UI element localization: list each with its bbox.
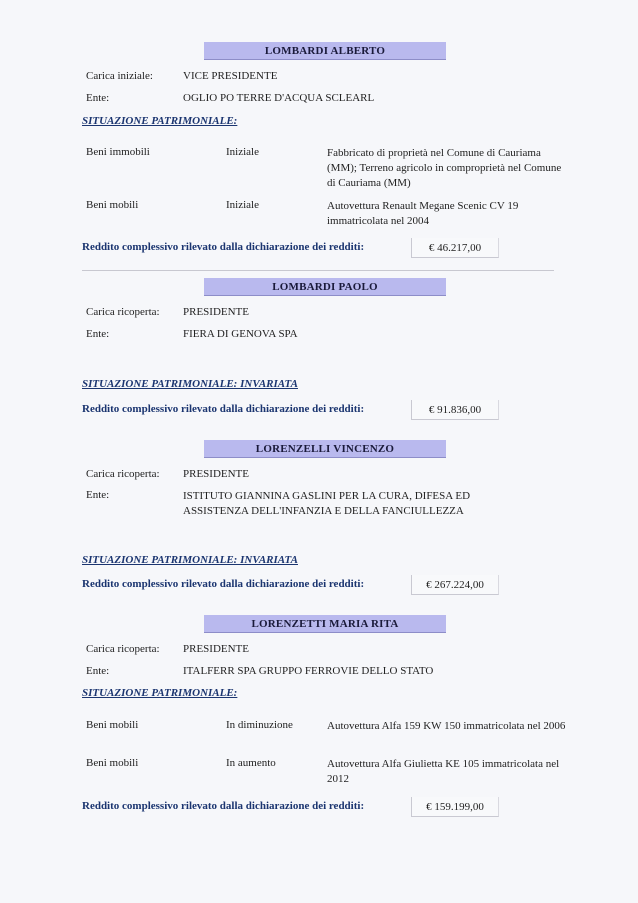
income-amount: € 267.224,00	[411, 575, 499, 595]
role-value: PRESIDENTE	[183, 468, 249, 480]
entity-value: OGLIO PO TERRE D'ACQUA SCLEARL	[183, 92, 375, 104]
asset-type: Beni immobili	[86, 146, 150, 158]
role-value: VICE PRESIDENTE	[183, 70, 278, 82]
situation-heading: SITUAZIONE PATRIMONIALE:	[82, 115, 238, 127]
role-value: PRESIDENTE	[183, 306, 249, 318]
asset-status: Iniziale	[226, 199, 259, 211]
income-label: Reddito complessivo rilevato dalla dichiarazione dei redditi:	[82, 578, 365, 590]
section-divider	[82, 270, 554, 271]
role-label: Carica ricoperta:	[86, 306, 160, 318]
asset-description: Autovettura Alfa 159 KW 150 immatricolata nel 2006	[327, 720, 566, 732]
role-label: Carica ricoperta:	[86, 643, 160, 655]
entity-label: Ente:	[86, 92, 110, 104]
role-label: Carica ricoperta:	[86, 468, 160, 480]
income-label: Reddito complessivo rilevato dalla dichiarazione dei redditi:	[82, 241, 365, 253]
entity-label: Ente:	[86, 665, 110, 677]
income-label: Reddito complessivo rilevato dalla dichiarazione dei redditi:	[82, 403, 365, 415]
asset-status: In diminuzione	[226, 719, 293, 731]
asset-type: Beni mobili	[86, 719, 139, 731]
entity-value: ITALFERR SPA GRUPPO FERROVIE DELLO STATO	[183, 665, 434, 677]
person-name-header: LORENZELLI VINCENZO	[204, 440, 446, 458]
role-value: PRESIDENTE	[183, 643, 249, 655]
situation-heading: SITUAZIONE PATRIMONIALE: INVARIATA	[82, 378, 298, 390]
income-amount: € 159.199,00	[411, 797, 499, 817]
role-label: Carica iniziale:	[86, 70, 153, 82]
situation-heading: SITUAZIONE PATRIMONIALE: INVARIATA	[82, 554, 298, 566]
asset-type: Beni mobili	[86, 199, 139, 211]
income-amount: € 46.217,00	[411, 238, 499, 258]
asset-status: Iniziale	[226, 146, 259, 158]
entity-label: Ente:	[86, 489, 110, 501]
asset-description: Autovettura Alfa Giulietta KE 105 immatricolata nel 2012	[327, 758, 560, 785]
entity-value: ISTITUTO GIANNINA GASLINI PER LA CURA, DIFESA ED ASSISTENZA DELL'INFANZIA E DELLA FANCIULLEZZA	[183, 490, 471, 517]
asset-description: Autovettura Renault Megane Scenic CV 19 immatricolata nel 2004	[327, 200, 519, 227]
asset-description: Fabbricato di proprietà nel Comune di Cauriama (MM); Terreno agricolo in comproprietà nel Comune di Cauriama (MM)	[327, 147, 562, 189]
person-name-header: LORENZETTI MARIA RITA	[204, 615, 446, 633]
income-label: Reddito complessivo rilevato dalla dichiarazione dei redditi:	[82, 800, 365, 812]
person-name-header: LOMBARDI PAOLO	[204, 278, 446, 296]
person-name-header: LOMBARDI ALBERTO	[204, 42, 446, 60]
situation-heading: SITUAZIONE PATRIMONIALE:	[82, 687, 238, 699]
income-amount: € 91.836,00	[411, 400, 499, 420]
asset-status: In aumento	[226, 757, 276, 769]
entity-label: Ente:	[86, 328, 110, 340]
asset-type: Beni mobili	[86, 757, 139, 769]
entity-value: FIERA DI GENOVA SPA	[183, 328, 298, 340]
